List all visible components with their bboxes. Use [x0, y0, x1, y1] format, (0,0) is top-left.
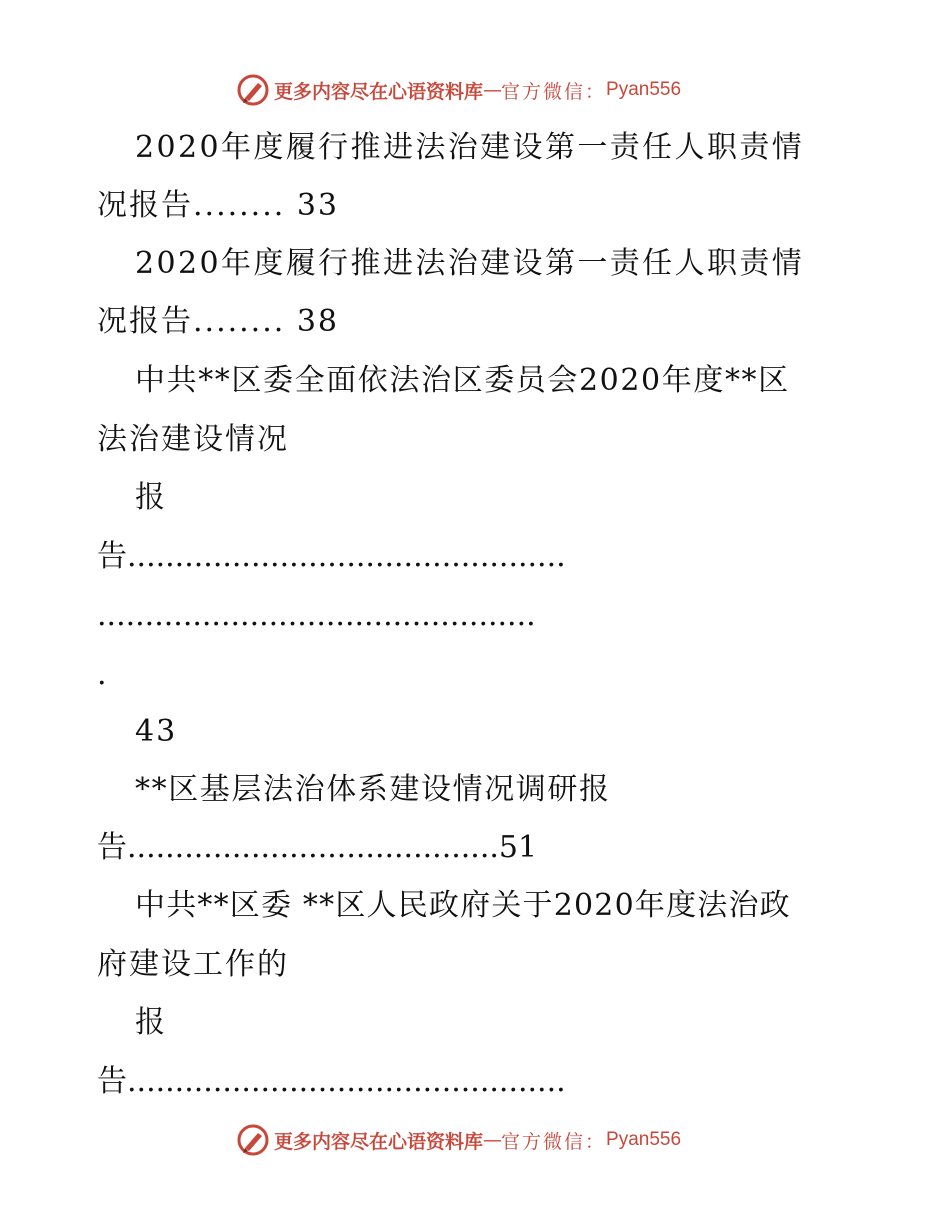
toc-line: 报 [135, 1005, 167, 1040]
wechat-label: 官方微信： [501, 80, 607, 103]
toc-line: 告.............................................. [97, 1064, 566, 1099]
separator-dash: — [483, 1129, 502, 1151]
wechat-id: Pyan556 [606, 1129, 682, 1150]
toc-line: 报 [135, 480, 167, 515]
toc-line: 府建设工作的 [97, 947, 289, 982]
header-watermark-banner [236, 72, 681, 108]
toc-line: .............................................. [97, 598, 536, 633]
toc-line: 43 [135, 714, 178, 749]
toc-line: 告.............................................. [97, 539, 566, 574]
logo-pen-icon [236, 73, 270, 107]
toc-line: . [97, 657, 107, 692]
promo-text: 更多内容尽在心语资料库 [274, 1130, 484, 1153]
wechat-id: Pyan556 [606, 79, 682, 100]
footer-watermark-banner [236, 1122, 681, 1158]
toc-line: **区基层法治体系建设情况调研报 [135, 772, 611, 807]
promo-text: 更多内容尽在心语资料库 [274, 80, 484, 103]
toc-line: 2020年度履行推进法治建设第一责任人职责情 [135, 246, 805, 281]
toc-line: 告.......................................51 [97, 830, 538, 865]
toc-line: 法治建设情况 [97, 422, 289, 457]
logo-pen-icon [236, 1123, 270, 1157]
toc-line: 况报告........ 38 [97, 304, 339, 339]
separator-dash: — [483, 79, 502, 101]
toc-line: 中共**区委全面依法治区委员会2020年度**区 [135, 363, 790, 398]
toc-line: 况报告........ 33 [97, 188, 339, 223]
toc-line: 中共**区委 **区人民政府关于2020年度法治政 [135, 888, 791, 923]
toc-line: 2020年度履行推进法治建设第一责任人职责情 [135, 130, 805, 165]
wechat-label: 官方微信： [501, 1130, 607, 1153]
